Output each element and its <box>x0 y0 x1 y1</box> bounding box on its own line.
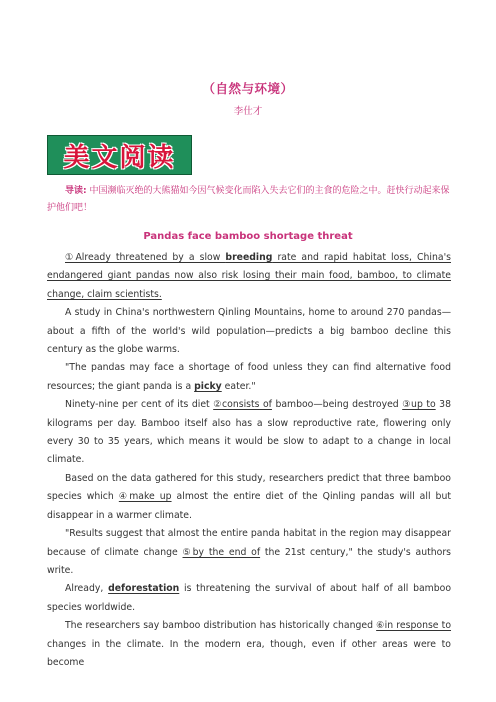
paragraph-6 <box>47 525 451 580</box>
paragraph-8 <box>47 617 451 672</box>
p3-keyword: picky <box>194 380 222 392</box>
p7-text-c: is threatening the survival of about half of all bamboo species worldwide. <box>47 583 452 613</box>
p6-phrase: ⑤by the end of <box>182 546 261 558</box>
p5-phrase: ④make up <box>118 491 172 503</box>
paragraph-1 <box>47 249 451 304</box>
author-name: 李仕才 <box>233 106 263 117</box>
p8-phrase: ⑥in response to <box>376 620 452 632</box>
p1-text-c: rate and rapid habitat loss, China's endangered giant pandas now also risk losing their main food, bamboo, to climate change, claim scientists. <box>47 252 451 300</box>
p7-keyword: deforestation <box>108 583 180 595</box>
reading-banner <box>47 135 192 175</box>
p3-text-a: "The pandas may face a shortage of food unless they can find alternative food resources; the giant panda is a <box>47 362 451 392</box>
paragraph-5 <box>47 470 451 525</box>
p1-text-a: ①Already threatened by a slow <box>65 252 226 263</box>
banner-text: 美文阅读 <box>63 142 176 173</box>
p4-text-c: bamboo—being destroyed <box>271 399 403 411</box>
p8-text-a: The researchers say bamboo distribution has historically changed <box>65 620 377 632</box>
paragraph-4 <box>47 396 451 470</box>
article-title: Pandas face bamboo shortage threat <box>143 231 353 242</box>
intro-label: 导读: <box>65 186 87 196</box>
p8-text-c: changes in the climate. In the modern era, though, even if other areas were to become <box>47 638 451 668</box>
p4-text-e: 38 kilograms per day. Bamboo itself also has a slow reproductive rate, flowering only every 30 to 35 years, which means it would be slow to adapt to a change in local climate. <box>47 399 451 466</box>
document-title: （自然与环境） <box>202 81 294 96</box>
p4-phrase-1: ②consists of <box>213 399 272 411</box>
paragraph-7 <box>47 580 451 617</box>
paragraph-2: A study in China's northwestern Qinling Mountains, home to around 270 pandas—about a fifth of the world's wild population—predicts a big bamboo decline this century as the globe warms. <box>47 307 451 356</box>
paragraph-3 <box>47 359 451 396</box>
p3-text-c: eater." <box>221 380 256 392</box>
p5-text-c: almost the entire diet of the Qinling pandas will all but disappear in a warmer climate. <box>47 491 451 521</box>
p5-text-a: Based on the data gathered for this study, researchers predict that three bamboo species which <box>47 472 451 503</box>
article-body <box>47 249 451 672</box>
p4-text-a: Ninety-nine per cent of its diet <box>65 399 214 411</box>
p4-phrase-2: ③up to <box>402 399 436 411</box>
intro-text: 中国濒临灭绝的大熊猫如今因气候变化而陷入失去它们的主食的危险之中。赶快行动起来保护他们吧！ <box>47 186 450 213</box>
intro-paragraph <box>47 183 451 217</box>
p1-keyword: breeding <box>225 252 273 263</box>
p7-text-a: Already, <box>65 583 109 595</box>
p6-text-c: the 21st century," the study's authors write. <box>47 546 451 576</box>
p6-text-a: "Results suggest that almost the entire panda habitat in the region may disappear because of climate change <box>47 528 451 558</box>
